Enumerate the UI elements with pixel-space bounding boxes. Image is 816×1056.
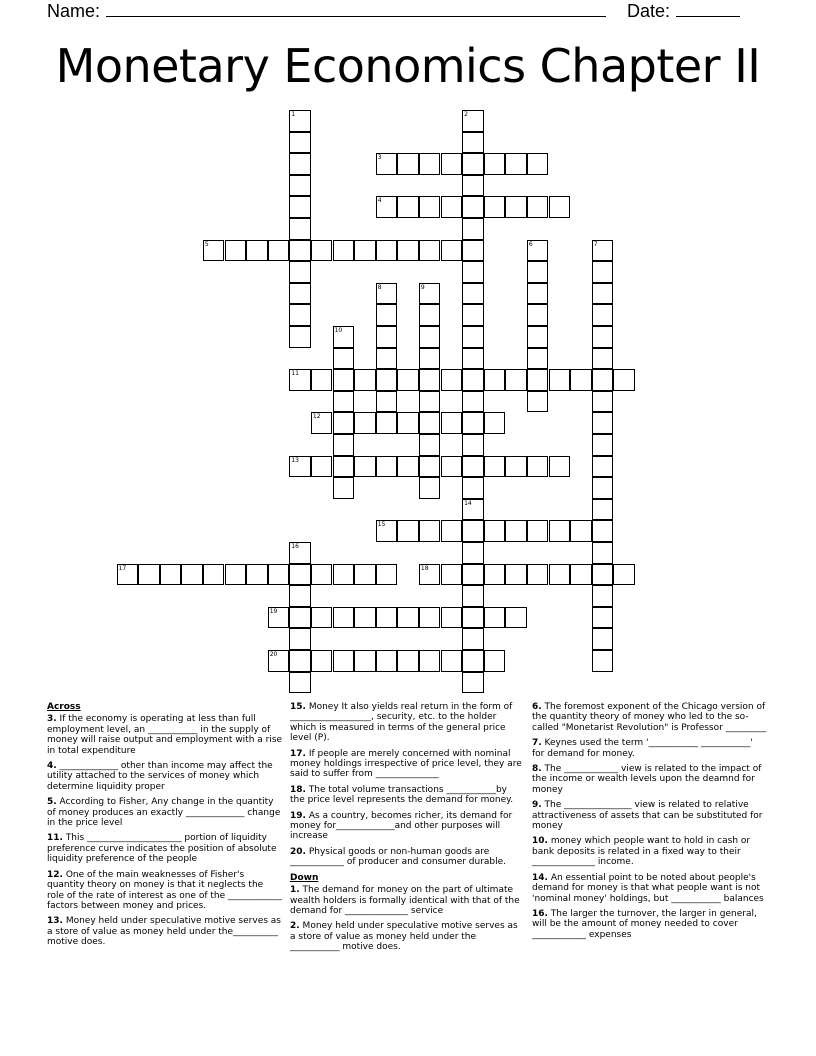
grid-cell[interactable] xyxy=(333,240,355,262)
clue-label: 5. xyxy=(47,797,57,808)
grid-cell[interactable] xyxy=(354,564,376,586)
grid-cell[interactable] xyxy=(527,520,549,542)
grid-cell[interactable] xyxy=(419,348,441,370)
grid-cell[interactable] xyxy=(484,456,506,478)
grid-cell[interactable] xyxy=(549,564,571,586)
clue xyxy=(532,800,768,831)
clue-column-2 xyxy=(290,702,522,958)
grid-cell[interactable] xyxy=(441,153,463,175)
grid-cell[interactable] xyxy=(462,672,484,694)
grid-cell[interactable] xyxy=(419,456,441,478)
grid-cell[interactable] xyxy=(505,520,527,542)
grid-cell[interactable] xyxy=(333,607,355,629)
grid-cell[interactable] xyxy=(181,564,203,586)
clue-text: The larger the turnover, the larger in general, will be the amount of money needed to cover ____________ expenses xyxy=(532,908,757,940)
clue-text: If the economy is operating at less than full employment level, an ___________ in the supply of money will raise output and employment with a rise in total expenditure xyxy=(47,714,283,756)
grid-cell[interactable] xyxy=(527,348,549,370)
grid-cell[interactable] xyxy=(138,564,160,586)
clue xyxy=(290,885,522,916)
grid-cell[interactable] xyxy=(462,650,484,672)
clue-number: 10 xyxy=(334,327,343,334)
grid-cell[interactable] xyxy=(441,456,463,478)
grid-cell[interactable] xyxy=(289,110,311,132)
grid-cell[interactable] xyxy=(333,650,355,672)
clue-number: 3 xyxy=(377,154,382,162)
clue xyxy=(532,702,768,733)
grid-cell[interactable] xyxy=(333,456,355,478)
clue-label: 18. xyxy=(290,784,306,795)
grid-cell[interactable] xyxy=(419,283,441,305)
clue-text: One of the main weaknesses of Fisher's quantity theory on money is that it neglects the role of the rate of interest as one of the ____________ factors between money and prices. xyxy=(47,869,282,911)
grid-cell[interactable] xyxy=(289,650,311,672)
grid-cell[interactable] xyxy=(462,412,484,434)
grid-cell[interactable] xyxy=(376,607,398,629)
grid-cell[interactable] xyxy=(289,564,311,586)
grid-cell[interactable] xyxy=(333,391,355,413)
clue-column-1 xyxy=(47,702,283,953)
grid-cell[interactable] xyxy=(592,564,614,586)
clue-text: The _______________ view is related to relative attractiveness of assets that can be substituted for money xyxy=(532,800,763,832)
clue-number: 11 xyxy=(291,370,299,378)
clue-number: 19 xyxy=(269,607,278,615)
clue-number: 13 xyxy=(291,456,299,464)
grid-cell[interactable] xyxy=(203,240,225,262)
grid-cell[interactable] xyxy=(333,369,355,391)
grid-cell[interactable] xyxy=(592,348,614,370)
clue-text: The total volume transactions ___________by the price level represents the demand for money. xyxy=(290,784,514,806)
grid-cell[interactable] xyxy=(592,326,614,348)
grid-cell[interactable] xyxy=(419,607,441,629)
clue-number: 4 xyxy=(377,197,382,205)
clue-label: 2. xyxy=(290,921,300,932)
grid-cell[interactable] xyxy=(289,369,311,391)
grid-cell[interactable] xyxy=(527,196,549,218)
grid-cell[interactable] xyxy=(505,369,527,391)
clue-column-3 xyxy=(532,702,768,945)
clue xyxy=(290,921,522,952)
grid-cell[interactable] xyxy=(592,434,614,456)
grid-cell[interactable] xyxy=(289,283,311,305)
grid-cell[interactable] xyxy=(376,304,398,326)
grid-cell[interactable] xyxy=(505,456,527,478)
grid-cell[interactable] xyxy=(246,564,268,586)
grid-cell[interactable] xyxy=(376,412,398,434)
clue xyxy=(532,764,768,795)
grid-cell[interactable] xyxy=(527,391,549,413)
grid-cell[interactable] xyxy=(333,434,355,456)
grid-cell[interactable] xyxy=(484,196,506,218)
grid-cell[interactable] xyxy=(462,456,484,478)
grid-cell[interactable] xyxy=(549,520,571,542)
grid-cell[interactable] xyxy=(441,412,463,434)
grid-cell[interactable] xyxy=(527,283,549,305)
grid-cell[interactable] xyxy=(289,326,311,348)
grid-cell[interactable] xyxy=(592,240,614,262)
grid-cell[interactable] xyxy=(289,175,311,197)
grid-cell[interactable] xyxy=(592,520,614,542)
grid-cell[interactable] xyxy=(527,153,549,175)
grid-cell[interactable] xyxy=(419,196,441,218)
grid-cell[interactable] xyxy=(376,326,398,348)
clue-text: An essential point to be noted about people's demand for money is that what people want is not 'nominal money' holdings, but ___________ balances xyxy=(532,872,764,904)
grid-cell[interactable] xyxy=(462,196,484,218)
grid-cell[interactable] xyxy=(289,672,311,694)
grid-cell[interactable] xyxy=(549,196,571,218)
grid-cell[interactable] xyxy=(462,132,484,154)
grid-cell[interactable] xyxy=(592,261,614,283)
grid-cell[interactable] xyxy=(462,283,484,305)
clue-label: 13. xyxy=(47,916,63,927)
grid-cell[interactable] xyxy=(397,240,419,262)
grid-cell[interactable] xyxy=(419,434,441,456)
grid-cell[interactable] xyxy=(311,456,333,478)
grid-cell[interactable] xyxy=(160,564,182,586)
grid-cell[interactable] xyxy=(289,261,311,283)
grid-cell[interactable] xyxy=(419,304,441,326)
grid-cell[interactable] xyxy=(592,456,614,478)
grid-cell[interactable] xyxy=(225,564,247,586)
clue-label: 16. xyxy=(532,908,548,919)
clue-number: 12 xyxy=(312,413,321,421)
grid-cell[interactable] xyxy=(462,153,484,175)
grid-cell[interactable] xyxy=(613,564,635,586)
clue xyxy=(290,749,522,780)
clue-label: 14. xyxy=(532,872,548,883)
clue-number: 14 xyxy=(464,499,472,507)
clue-label: 19. xyxy=(290,810,306,821)
clue-label: 3. xyxy=(47,714,57,725)
across-heading: Across xyxy=(47,702,81,712)
grid-cell[interactable] xyxy=(462,628,484,650)
grid-cell[interactable] xyxy=(419,153,441,175)
grid-cell[interactable] xyxy=(289,240,311,262)
grid-cell[interactable] xyxy=(376,283,398,305)
grid-cell[interactable] xyxy=(462,110,484,132)
grid-cell[interactable] xyxy=(549,369,571,391)
grid-cell[interactable] xyxy=(289,542,311,564)
grid-cell[interactable] xyxy=(462,218,484,240)
grid-cell[interactable] xyxy=(376,240,398,262)
clue-number: 5 xyxy=(204,240,209,248)
clue-number: 7 xyxy=(593,240,598,248)
clue xyxy=(532,738,768,759)
grid-cell[interactable] xyxy=(397,369,419,391)
grid-cell[interactable] xyxy=(354,456,376,478)
grid-cell[interactable] xyxy=(289,585,311,607)
grid-cell[interactable] xyxy=(376,153,398,175)
grid-cell[interactable] xyxy=(592,283,614,305)
grid-cell[interactable] xyxy=(419,650,441,672)
grid-cell[interactable] xyxy=(376,650,398,672)
clue-number: 8 xyxy=(377,283,382,291)
grid-cell[interactable] xyxy=(462,348,484,370)
clue xyxy=(290,785,522,806)
grid-cell[interactable] xyxy=(419,391,441,413)
clue-number: 15 xyxy=(377,521,386,529)
grid-cell[interactable] xyxy=(592,628,614,650)
grid-cell[interactable] xyxy=(462,499,484,521)
grid-cell[interactable] xyxy=(462,542,484,564)
clue-label: 1. xyxy=(290,885,300,896)
grid-cell[interactable] xyxy=(333,412,355,434)
grid-cell[interactable] xyxy=(484,412,506,434)
clue-text: _____________ other than income may affect the utility attached to the services of money which determine liquidity proper xyxy=(47,761,273,792)
grid-cell[interactable] xyxy=(441,607,463,629)
clue-label: 11. xyxy=(47,833,63,844)
clue-label: 4. xyxy=(47,761,57,772)
clue-text: Physical goods or non-human goods are ____________ of producer and consumer durable. xyxy=(290,846,507,868)
grid-cell[interactable] xyxy=(462,434,484,456)
grid-cell[interactable] xyxy=(333,348,355,370)
grid-cell[interactable] xyxy=(419,564,441,586)
grid-cell[interactable] xyxy=(397,196,419,218)
grid-cell[interactable] xyxy=(397,607,419,629)
clue-text: Money It also yields real return in the form of __________________, security, etc. to the holder which is measured in terms of the general price level (P). xyxy=(290,702,513,744)
clue xyxy=(47,761,283,792)
grid-cell[interactable] xyxy=(527,261,549,283)
grid-cell[interactable] xyxy=(527,240,549,262)
grid-cell[interactable] xyxy=(289,607,311,629)
grid-cell[interactable] xyxy=(462,585,484,607)
grid-cell[interactable] xyxy=(462,240,484,262)
clue-number: 16 xyxy=(291,543,299,550)
grid-cell[interactable] xyxy=(549,456,571,478)
grid-cell[interactable] xyxy=(333,326,355,348)
clue xyxy=(47,916,283,947)
grid-cell[interactable] xyxy=(376,196,398,218)
grid-cell[interactable] xyxy=(462,564,484,586)
grid-cell[interactable] xyxy=(527,326,549,348)
grid-cell[interactable] xyxy=(505,153,527,175)
clue xyxy=(532,909,768,940)
grid-cell[interactable] xyxy=(441,240,463,262)
clue-text: money which people want to hold in cash or bank deposits is related in a fixed way to their ______________ income. xyxy=(532,836,751,868)
grid-cell[interactable] xyxy=(354,650,376,672)
clue-label: 9. xyxy=(532,800,542,811)
grid-cell[interactable] xyxy=(397,456,419,478)
grid-cell[interactable] xyxy=(311,369,333,391)
grid-cell[interactable] xyxy=(441,520,463,542)
grid-cell[interactable] xyxy=(419,240,441,262)
clue xyxy=(47,714,283,756)
page-title: Monetary Economics Chapter II xyxy=(55,39,761,93)
clue-text: The ____________ view is related to the impact of the income or wealth levels upon the deamnd for money xyxy=(532,764,762,795)
grid-cell[interactable] xyxy=(592,607,614,629)
clue-text: Keynes used the term '___________ ___________' for demand for money. xyxy=(532,738,753,759)
grid-cell[interactable] xyxy=(419,520,441,542)
clue-label: 7. xyxy=(532,738,542,749)
grid-cell[interactable] xyxy=(268,650,290,672)
grid-cell[interactable] xyxy=(311,412,333,434)
grid-cell[interactable] xyxy=(484,564,506,586)
grid-cell[interactable] xyxy=(613,369,635,391)
grid-cell[interactable] xyxy=(289,304,311,326)
clue-label: 8. xyxy=(532,764,542,775)
grid-cell[interactable] xyxy=(333,564,355,586)
grid-cell[interactable] xyxy=(311,564,333,586)
grid-cell[interactable] xyxy=(462,304,484,326)
name-label: Name: xyxy=(47,1,101,21)
clue-text: The foremost exponent of the Chicago version of the quantity theory of money who led to the so-called "Monetarist Revolution" is Professor _________ xyxy=(532,702,767,733)
clue-text: Money held under speculative motive serves as a store of value as money held under the__________ motive does. xyxy=(47,916,281,948)
grid-cell[interactable] xyxy=(419,369,441,391)
grid-cell[interactable] xyxy=(484,650,506,672)
grid-cell[interactable] xyxy=(484,153,506,175)
grid-cell[interactable] xyxy=(268,607,290,629)
grid-cell[interactable] xyxy=(527,456,549,478)
grid-cell[interactable] xyxy=(397,412,419,434)
clue-label: 12. xyxy=(47,869,63,880)
clue-label: 15. xyxy=(290,702,306,712)
grid-cell[interactable] xyxy=(570,564,592,586)
grid-cell[interactable] xyxy=(484,607,506,629)
grid-cell[interactable] xyxy=(354,412,376,434)
grid-cell[interactable] xyxy=(333,477,355,499)
grid-cell[interactable] xyxy=(441,650,463,672)
grid-cell[interactable] xyxy=(484,369,506,391)
grid-cell[interactable] xyxy=(311,650,333,672)
grid-cell[interactable] xyxy=(289,132,311,154)
grid-cell[interactable] xyxy=(570,369,592,391)
clue-number: 9 xyxy=(420,283,425,291)
clue-number: 6 xyxy=(528,240,533,248)
date-label: Date: xyxy=(627,1,671,21)
grid-cell[interactable] xyxy=(592,499,614,521)
clue xyxy=(532,836,768,867)
grid-cell[interactable] xyxy=(268,564,290,586)
grid-cell[interactable] xyxy=(462,261,484,283)
clue-text: As a country, becomes richer, its demand for money for_____________and other purposes will increase xyxy=(290,810,513,842)
grid-cell[interactable] xyxy=(376,348,398,370)
grid-cell[interactable] xyxy=(462,391,484,413)
grid-cell[interactable] xyxy=(376,520,398,542)
grid-cell[interactable] xyxy=(527,304,549,326)
clue xyxy=(290,847,522,868)
grid-cell[interactable] xyxy=(462,369,484,391)
grid-cell[interactable] xyxy=(311,240,333,262)
clue-text: This _____________________ portion of liquidity preference curve indicates the position of absolute liquidity preference of the people xyxy=(47,833,277,865)
clue-label: 6. xyxy=(532,702,542,712)
clue xyxy=(290,702,522,744)
clue-text: Money held under speculative motive serves as a store of value as money held under the ___________ motive does. xyxy=(290,921,518,953)
grid-cell[interactable] xyxy=(527,564,549,586)
clue xyxy=(47,797,283,828)
clue-label: 17. xyxy=(290,748,306,759)
clue-label: 20. xyxy=(290,846,306,857)
grid-cell[interactable] xyxy=(592,304,614,326)
grid-cell[interactable] xyxy=(397,520,419,542)
grid-cell[interactable] xyxy=(462,477,484,499)
grid-cell[interactable] xyxy=(268,240,290,262)
grid-cell[interactable] xyxy=(376,564,398,586)
grid-cell[interactable] xyxy=(441,564,463,586)
grid-cell[interactable] xyxy=(376,456,398,478)
down-heading: Down xyxy=(290,872,319,883)
grid-cell[interactable] xyxy=(505,196,527,218)
clue-number: 20 xyxy=(269,651,278,658)
grid-cell[interactable] xyxy=(505,564,527,586)
grid-cell[interactable] xyxy=(397,153,419,175)
clue-label: 10. xyxy=(532,836,548,847)
grid-cell[interactable] xyxy=(376,369,398,391)
grid-cell[interactable] xyxy=(376,391,398,413)
grid-cell[interactable] xyxy=(419,412,441,434)
grid-cell[interactable] xyxy=(484,520,506,542)
grid-cell[interactable] xyxy=(354,607,376,629)
grid-cell[interactable] xyxy=(117,564,139,586)
grid-cell[interactable] xyxy=(289,153,311,175)
clue-text: The demand for money on the part of ultimate wealth holders is formally identical with that of the demand for ______________ service xyxy=(290,885,520,916)
grid-cell[interactable] xyxy=(289,196,311,218)
grid-cell[interactable] xyxy=(570,520,592,542)
grid-cell[interactable] xyxy=(462,175,484,197)
grid-cell[interactable] xyxy=(441,196,463,218)
grid-cell[interactable] xyxy=(354,240,376,262)
grid-cell[interactable] xyxy=(592,585,614,607)
grid-cell[interactable] xyxy=(592,650,614,672)
grid-cell[interactable] xyxy=(441,369,463,391)
grid-cell[interactable] xyxy=(592,412,614,434)
clue-number: 1 xyxy=(291,111,296,118)
grid-cell[interactable] xyxy=(592,542,614,564)
clue-text: If people are merely concerned with nominal money holdings irrespective of price level, they are said to suffer from ______________ xyxy=(290,748,522,780)
grid-cell[interactable] xyxy=(592,369,614,391)
grid-cell[interactable] xyxy=(419,326,441,348)
grid-cell[interactable] xyxy=(462,326,484,348)
clue xyxy=(532,873,768,904)
grid-cell[interactable] xyxy=(505,607,527,629)
grid-cell[interactable] xyxy=(203,564,225,586)
clue-number: 18 xyxy=(420,564,429,572)
grid-cell[interactable] xyxy=(225,240,247,262)
clue xyxy=(290,811,522,842)
grid-cell[interactable] xyxy=(246,240,268,262)
grid-cell[interactable] xyxy=(354,369,376,391)
grid-cell[interactable] xyxy=(419,477,441,499)
grid-cell[interactable] xyxy=(592,477,614,499)
grid-cell[interactable] xyxy=(289,456,311,478)
clue xyxy=(47,833,283,864)
grid-cell[interactable] xyxy=(311,607,333,629)
grid-cell[interactable] xyxy=(527,369,549,391)
clue-number: 17 xyxy=(118,564,127,572)
clue xyxy=(47,870,283,912)
grid-cell[interactable] xyxy=(289,628,311,650)
grid-cell[interactable] xyxy=(462,607,484,629)
grid-cell[interactable] xyxy=(462,520,484,542)
clue-text: According to Fisher, Any change in the quantity of money produces an exactly _____________ change in the price level xyxy=(47,797,281,829)
clue-number: 2 xyxy=(464,111,468,118)
grid-cell[interactable] xyxy=(289,218,311,240)
grid-cell[interactable] xyxy=(397,650,419,672)
grid-cell[interactable] xyxy=(592,391,614,413)
